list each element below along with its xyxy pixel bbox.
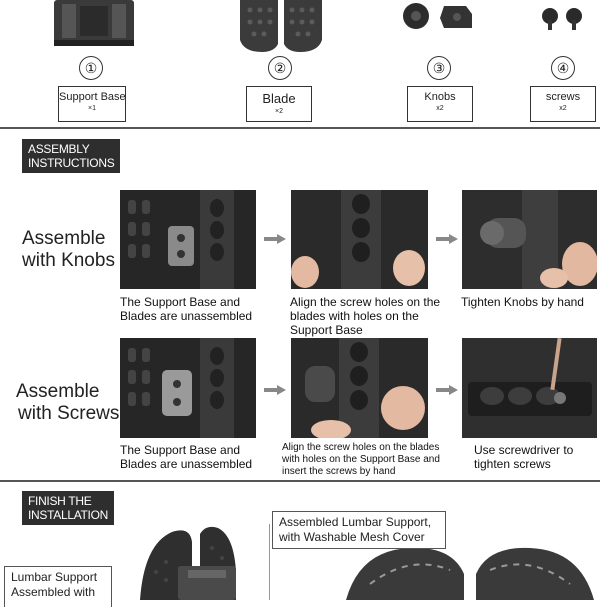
part-qty: x2 bbox=[436, 105, 444, 112]
part-name: Blade bbox=[262, 91, 296, 106]
screws-step-2-caption: Align the screw holes on the blades with holes on the Support Base and insert the screws by hand bbox=[282, 442, 440, 477]
knobs-step-3-photo bbox=[462, 190, 597, 289]
part-qty: x2 bbox=[559, 105, 567, 112]
part-label-support-base bbox=[58, 86, 126, 122]
title-line: Assemble bbox=[22, 228, 106, 249]
screws-step-2-photo bbox=[291, 338, 428, 438]
step-arrow-icon bbox=[264, 234, 286, 244]
lumbar-support-note: Lumbar Support Assembled with bbox=[4, 566, 112, 607]
knobs-step-3-caption: Tighten Knobs by hand bbox=[461, 295, 584, 309]
screws-step-3-caption: Use screwdriver to tighten screws bbox=[474, 443, 574, 471]
knobs-step-2-photo bbox=[291, 190, 428, 289]
part-label-knobs bbox=[407, 86, 473, 122]
part-name: Support Base bbox=[59, 91, 126, 103]
assembled-lumbar-image bbox=[136, 522, 246, 600]
section-divider bbox=[0, 127, 600, 129]
knobs-image bbox=[400, 0, 476, 34]
part-qty: ×1 bbox=[88, 105, 96, 112]
part-number-2: ② bbox=[268, 56, 292, 80]
section-divider bbox=[269, 524, 270, 600]
step-arrow-icon bbox=[436, 385, 458, 395]
part-label-screws bbox=[530, 86, 596, 122]
finish-installation-header bbox=[22, 491, 114, 525]
blades-image bbox=[234, 0, 328, 54]
assemble-with-screws-title bbox=[16, 381, 119, 425]
assembly-instructions-header bbox=[22, 139, 120, 173]
section-divider bbox=[0, 480, 600, 482]
screws-image bbox=[538, 6, 588, 32]
screws-step-3-photo bbox=[462, 338, 597, 438]
header-line: ASSEMBLY bbox=[28, 142, 90, 156]
header-line: INSTALLATION bbox=[28, 508, 108, 522]
title-line: with Screws bbox=[18, 403, 120, 424]
assemble-with-knobs-title bbox=[22, 228, 115, 272]
header-line: INSTRUCTIONS bbox=[28, 156, 115, 170]
part-name: Knobs bbox=[424, 91, 456, 103]
part-number-4: ④ bbox=[551, 56, 575, 80]
part-label-blade bbox=[246, 86, 312, 122]
screws-step-1-photo bbox=[120, 338, 256, 438]
knobs-step-1-photo bbox=[120, 190, 256, 289]
knobs-step-2-caption: Align the screw holes on the blades with holes on the Support Base bbox=[290, 295, 441, 337]
knobs-step-1-caption: The Support Base and Blades are unassembled bbox=[120, 295, 253, 323]
title-line: Assemble bbox=[16, 381, 100, 402]
part-name: screws bbox=[545, 91, 581, 103]
step-arrow-icon bbox=[264, 385, 286, 395]
screws-step-1-caption: The Support Base and Blades are unassembled bbox=[120, 443, 253, 471]
part-number-1: ① bbox=[79, 56, 103, 80]
part-qty: ×2 bbox=[275, 108, 283, 115]
step-arrow-icon bbox=[436, 234, 458, 244]
part-number-3: ③ bbox=[427, 56, 451, 80]
header-line: FINISH THE bbox=[28, 494, 92, 508]
assembled-lumbar-note: Assembled Lumbar Support, with Washable Mesh Cover bbox=[272, 511, 446, 549]
mesh-cover-lumbar-image bbox=[340, 544, 600, 600]
support-base-image bbox=[52, 0, 136, 48]
title-line: with Knobs bbox=[22, 250, 115, 271]
